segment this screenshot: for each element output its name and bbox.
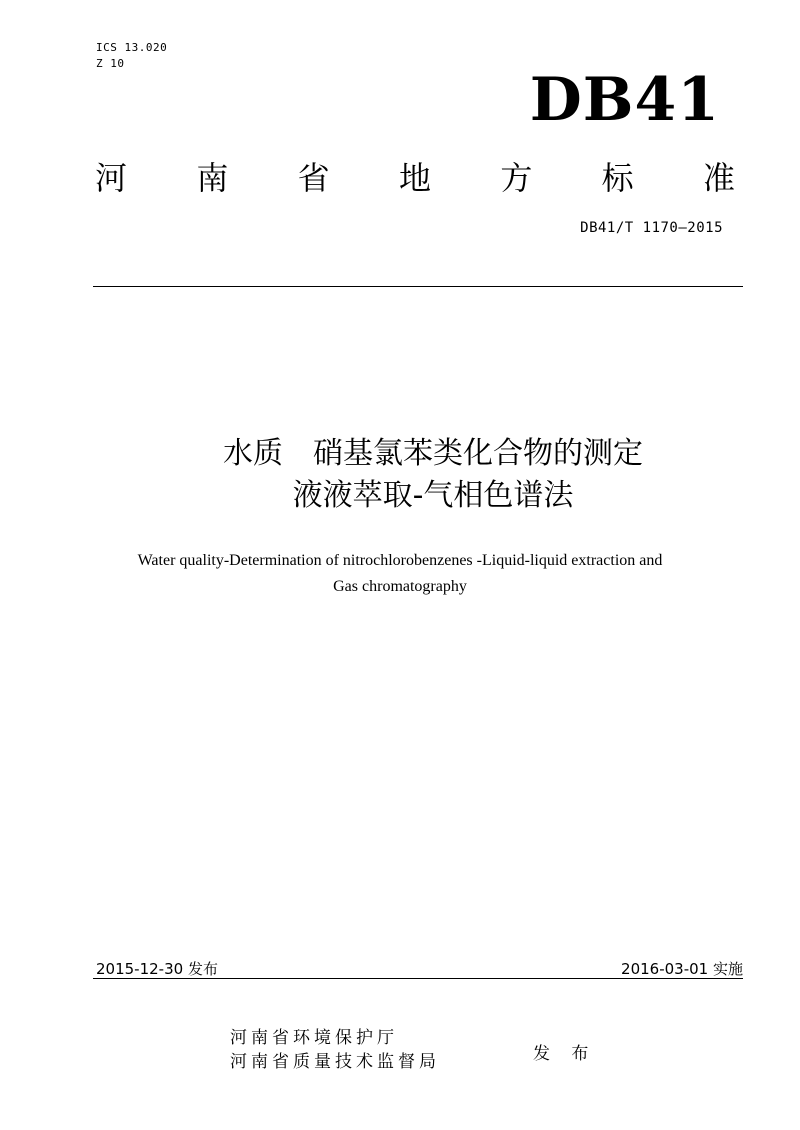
header-divider (93, 286, 743, 287)
footer-divider (93, 978, 743, 979)
province-title-char: 南 (196, 159, 229, 197)
issuer-environment-department: 河南省环境保护厅 (230, 1028, 398, 1048)
chinese-title-line2: 液液萃取-气相色谱法 (292, 478, 574, 513)
standard-mark: DB41 (529, 65, 720, 135)
province-standard-title (95, 158, 735, 198)
province-title-char: 省 (297, 159, 330, 197)
province-title-char: 方 (500, 159, 533, 197)
z-code: Z 10 (96, 57, 125, 70)
standard-number: DB41/T 1170—2015 (580, 220, 723, 236)
province-title-char: 河 (95, 159, 128, 197)
publish-label: 发 布 (533, 1044, 597, 1064)
province-title-char: 地 (398, 159, 431, 197)
english-title-line1: Water quality-Determination of nitrochlorobenzenes -Liquid-liquid extraction and (137, 552, 663, 569)
chinese-title-line1: 水质 硝基氯苯类化合物的测定 (223, 436, 643, 471)
province-title-char: 准 (702, 159, 735, 197)
english-title-line2: Gas chromatography (333, 578, 467, 595)
issuing-authorities (230, 1026, 440, 1074)
issuer-quality-bureau: 河南省质量技术监督局 (230, 1052, 440, 1072)
release-date: 2015-12-30 发布 (96, 960, 218, 978)
province-title-char: 标 (601, 159, 634, 197)
classification-codes (96, 40, 167, 72)
english-title (0, 548, 800, 600)
implement-date: 2016-03-01 实施 (621, 960, 743, 978)
ics-code: ICS 13.020 (96, 41, 168, 54)
